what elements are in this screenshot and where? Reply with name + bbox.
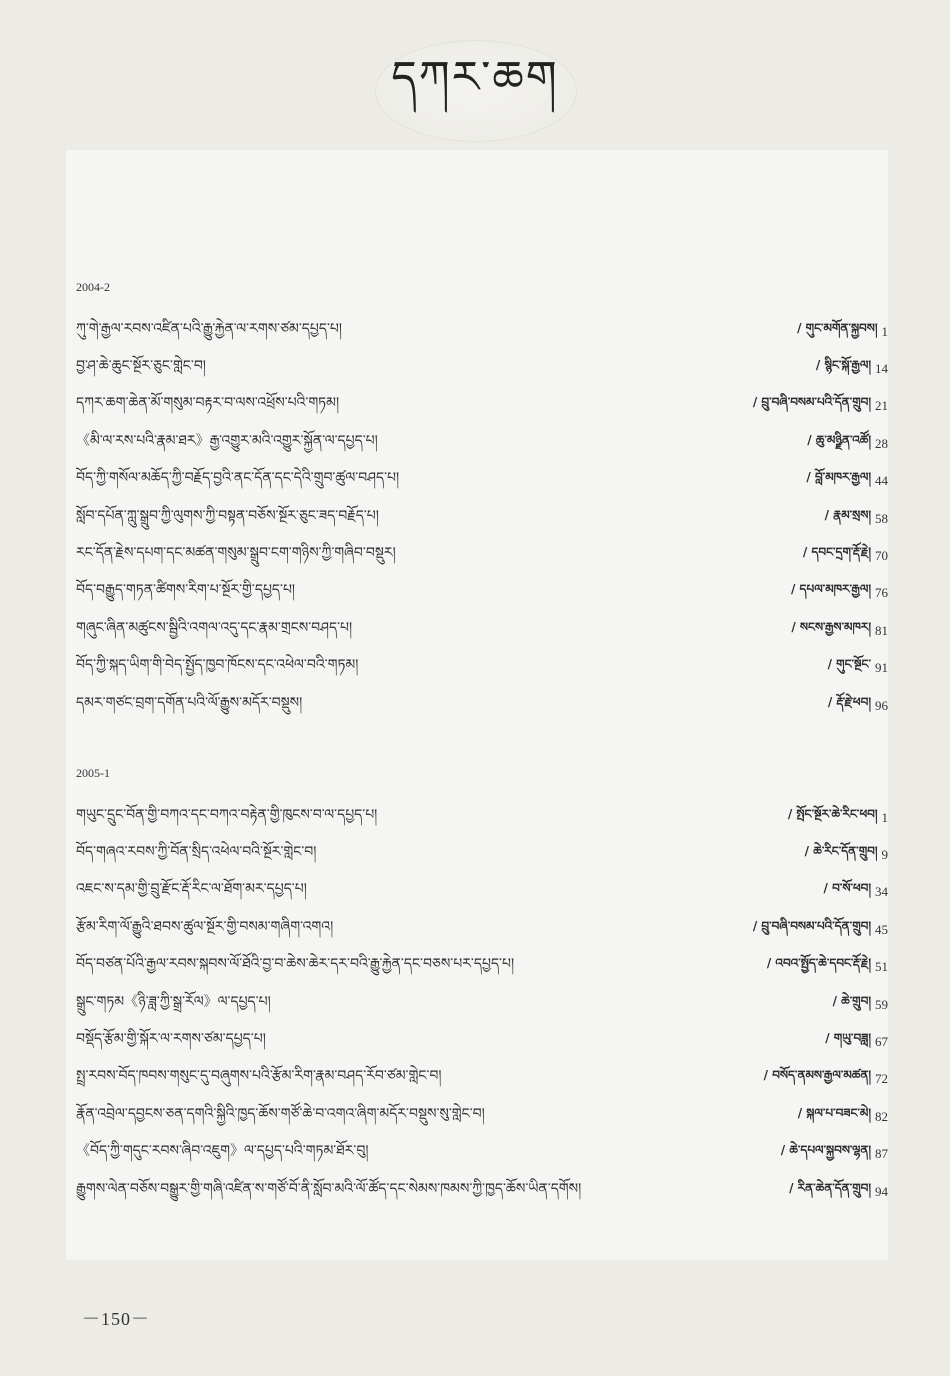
toc-entry bbox=[76, 687, 888, 724]
entry-title: 《བོད་ཀྱི་གདུང་རབས་ཞིབ་འཇུག》ལ་དཔྱད་པའི་གཏམ་ཐོར་བུ། bbox=[76, 1143, 369, 1160]
section-label: 2004-2 bbox=[76, 280, 110, 294]
entry-page-number: 82 bbox=[875, 1108, 888, 1124]
entry-page-number: 1 bbox=[881, 809, 888, 825]
toc-entry bbox=[76, 836, 888, 873]
toc-entry bbox=[76, 537, 888, 574]
entry-title: རྣོན་འབྲེལ་དབྱངས་ཅན་དགའི་སྐྱིའི་ཁྱད་ཆོས་གཙོ་ཆེ་བ་འགའ་ཞིག་མདོར་བསྡུས་སུ་གླེང་བ། bbox=[76, 1105, 485, 1122]
entry-title: བོད་ཀྱི་གསོལ་མཆོད་ཀྱི་བརྗོད་བྱའི་ནང་དོན་དང་དེའི་གྲུབ་ཚུལ་བཤད་པ། bbox=[76, 470, 400, 487]
entry-author: / སྐལ་པ་བཟང་མེ། bbox=[797, 1105, 871, 1120]
toc-entry bbox=[76, 1061, 888, 1098]
entry-meta bbox=[789, 1175, 888, 1209]
entry-title: སློབ་དཔོན་ཀླུ་སྒྲུབ་ཀྱི་ལུགས་ཀྱི་བསྟན་བཅོས་སྔོར་ཅུང་ཟད་བརྗོད་པ། bbox=[76, 507, 379, 524]
entry-meta bbox=[788, 801, 888, 835]
entry-author: / ཆེ་དཔལ་སྐྱབས་ལྷན། bbox=[780, 1143, 871, 1158]
entry-meta bbox=[764, 1062, 888, 1096]
entry-meta bbox=[753, 913, 888, 947]
toc-entry bbox=[76, 1173, 888, 1210]
entry-title: བོད་གཞའ་རབས་ཀྱི་བོན་སྲིད་འཕེལ་བའི་སྔོར་གླེང་བ། bbox=[76, 844, 317, 861]
toc-entry bbox=[76, 1098, 888, 1135]
section-2004-2 bbox=[76, 277, 888, 724]
entry-page-number: 94 bbox=[875, 1183, 888, 1199]
entry-meta bbox=[833, 988, 888, 1022]
entry-title: སྤྲ་རབས་བོད་ཁབས་གསུང་དུ་བཞུགས་པའི་རྩོམ་རིག་རྣམ་བཤད་རོབ་ཙམ་གླེང་བ། bbox=[76, 1068, 442, 1085]
entry-meta bbox=[753, 389, 888, 423]
page-number: －150－ bbox=[82, 1309, 150, 1329]
entry-page-number: 81 bbox=[875, 622, 888, 638]
toc-entry bbox=[76, 650, 888, 687]
entry-meta bbox=[824, 875, 888, 909]
entry-page-number: 51 bbox=[875, 959, 888, 975]
entry-page-number: 14 bbox=[875, 361, 888, 377]
entry-author: / བྲུ་བཞི་བསམ་པའི་དོན་གྲུབ། bbox=[752, 395, 871, 410]
entry-author: / གུང་མགོན་སྐྱབས། bbox=[797, 320, 878, 335]
entry-title: དཀར་ཆག་ཆེན་མོ་གསུམ་བརྟར་བ་ལས་འཕྲོས་པའི་གཏམ། bbox=[76, 395, 340, 412]
entry-meta bbox=[807, 427, 888, 461]
entry-author: / དབང་དྲག་རྡོ་རྗེ། bbox=[802, 545, 871, 560]
entry-page-number: 1 bbox=[881, 323, 888, 339]
entry-meta bbox=[806, 464, 888, 498]
entry-meta bbox=[791, 576, 888, 610]
entry-author: / བསོད་ནམས་རྒྱལ་མཚན། bbox=[763, 1068, 871, 1083]
entry-meta bbox=[797, 315, 888, 349]
entry-title: དམར་གཙང་བྲག་དགོན་པའི་ལོ་རྒྱུས་མདོར་བསྡུས། bbox=[76, 694, 303, 711]
toc-entry bbox=[76, 388, 888, 425]
title-area bbox=[0, 40, 950, 140]
toc-entry bbox=[76, 799, 888, 836]
entry-title: 《མི་ལ་རས་པའི་རྣམ་ཐར》རྒྱ་འགྱུར་མའི་འགྱུར་སྐྱོན་ལ་དཔྱད་པ། bbox=[76, 432, 378, 449]
toc-entry bbox=[76, 1136, 888, 1173]
entry-meta bbox=[803, 539, 888, 573]
section-label: 2005-1 bbox=[76, 766, 110, 780]
entry-meta bbox=[828, 651, 888, 685]
entry-title: བོད་བརྒྱུད་གཏན་ཚིགས་རིག་པ་སྔོར་གྱི་དཔྱད་པ། bbox=[76, 582, 296, 599]
entry-author: / ཆུ་མཉྫིན་འཚོ། bbox=[807, 432, 871, 447]
toc-entry bbox=[76, 350, 888, 387]
toc-entry bbox=[76, 612, 888, 649]
entry-page-number: 70 bbox=[875, 548, 888, 564]
toc-entry bbox=[76, 949, 888, 986]
entry-meta bbox=[805, 838, 888, 872]
entry-meta bbox=[781, 1137, 888, 1171]
entry-title: གཡུང་དྲུང་བོན་གྱི་བཀའ་དང་བཀའ་བརྟེན་གྱི་ཁུངས་བ་ལ་དཔྱད་པ། bbox=[76, 806, 378, 823]
entry-author: / རྣམ་སྲས། bbox=[824, 507, 871, 522]
entry-title: འཇང་ས་དམ་གྱི་བྲུ་རྫོང་རྡོ་རིང་ལ་ཐོག་མར་དཔྱད་པ། bbox=[76, 881, 307, 898]
toc-entry bbox=[76, 463, 888, 500]
toc-entry bbox=[76, 500, 888, 537]
entry-title: རང་དོན་རྗེས་དཔག་དང་མཚན་གསུམ་སྒྲུབ་ངག་གཉིས་ཀྱི་གཞིབ་བསྡུར། bbox=[76, 545, 396, 562]
entry-page-number: 45 bbox=[875, 921, 888, 937]
toc-entry bbox=[76, 986, 888, 1023]
entry-meta bbox=[816, 352, 888, 386]
entry-page-number: 87 bbox=[875, 1146, 888, 1162]
entry-title: རྩོམ་རིག་ལོ་རྒྱུའི་ཐབས་ཚུལ་སྔོར་གྱི་བསམ་གཞིག་འགའ། bbox=[76, 918, 334, 935]
entry-page-number: 9 bbox=[881, 847, 888, 863]
page-title: དཀར་ཆག bbox=[391, 52, 559, 103]
toc-entry bbox=[76, 874, 888, 911]
entry-title: སྒྲུང་གཏམ《ཉི་ཟླ་ཀྱི་སྒྲ་རོལ》ལ་དཔྱད་པ། bbox=[76, 993, 271, 1010]
entry-meta bbox=[791, 614, 888, 648]
entry-meta bbox=[825, 1025, 888, 1059]
section-2005-1 bbox=[76, 763, 888, 1210]
entry-author: / བློ་མཁར་རྒྱལ། bbox=[806, 470, 871, 485]
entry-meta bbox=[798, 1100, 888, 1134]
entry-page-number: 96 bbox=[875, 697, 888, 713]
entry-title: ཀུ་གེ་རྒྱལ་རབས་འཛིན་པའི་རྒྱུ་རྐྱེན་ལ་རགས་ཙམ་དཔྱད་པ། bbox=[76, 320, 342, 337]
entry-meta bbox=[825, 502, 888, 536]
entry-page-number: 34 bbox=[875, 884, 888, 900]
entry-author: / སངས་རྒྱས་མཁར། bbox=[791, 619, 871, 634]
entry-title: བྱ་ཤ་ཆེ་ཆུང་སྔོར་ཅུང་གླེང་བ། bbox=[76, 358, 206, 375]
toc-entry bbox=[76, 575, 888, 612]
entry-author: / གུང་སྔོང་ bbox=[827, 657, 871, 672]
entry-list bbox=[76, 799, 888, 1210]
entry-author: / ཆེ་གྲུབ། bbox=[832, 993, 871, 1008]
entry-page-number: 58 bbox=[875, 510, 888, 526]
entry-author: / རྡོ་རྗེ་ཕབ། bbox=[827, 694, 871, 709]
entry-page-number: 28 bbox=[875, 435, 888, 451]
entry-author: / དཔལ་མཁར་རྒྱལ། bbox=[791, 582, 871, 597]
entry-title: བོད་བཙན་པོའི་རྒྱལ་རབས་སྐབས་ལོ་ཐོའི་བྱ་བ་ཆེས་ཆེར་དར་བའི་རྒྱུ་རྐྱེན་དང་བཅས་པར་དཔྱད་པ། bbox=[76, 956, 515, 973]
entry-page-number: 21 bbox=[875, 398, 888, 414]
entry-author: / སྙིང་སྐོ་རྒྱལ། bbox=[815, 358, 871, 373]
entry-title: བསྡོད་རྩོམ་གྱི་སྐོར་ལ་རགས་ཙམ་དཔྱད་པ། bbox=[76, 1031, 266, 1048]
entry-page-number: 67 bbox=[875, 1034, 888, 1050]
entry-meta bbox=[767, 950, 888, 984]
entry-page-number: 76 bbox=[875, 585, 888, 601]
entry-list bbox=[76, 313, 888, 724]
entry-page-number: 59 bbox=[875, 996, 888, 1012]
entry-author: / བྲུ་བཞི་བསམ་པའི་དོན་གྲུབ། bbox=[752, 918, 871, 933]
entry-author: / གཡུ་བཟླ། bbox=[825, 1031, 871, 1046]
toc-entry bbox=[76, 313, 888, 350]
entry-author: / བ་སོ་ཕབ། bbox=[823, 881, 871, 896]
entry-meta bbox=[828, 689, 888, 723]
entry-page-number: 91 bbox=[875, 660, 888, 676]
entry-title: རྒྱུགས་ལེན་བཅོས་བསྒྱུར་གྱི་གཞི་འཛིན་ས་གཙོ་བོ་ནི་སློབ་མའི་ལོ་ཚོད་དང་སེམས་ཁམས་ཀྱི་ཁྱད་ཆོས་ཡིན་དགོས། bbox=[76, 1180, 582, 1197]
toc-entry bbox=[76, 425, 888, 462]
entry-author: / སྤོང་སྔོར་ཆེ་རིང་ཕབ། bbox=[787, 806, 878, 821]
toc-entry bbox=[76, 1023, 888, 1060]
entry-author: / རིན་ཆེན་དོན་གྲུབ། bbox=[789, 1180, 871, 1195]
entry-page-number: 44 bbox=[875, 473, 888, 489]
entry-author: / ཆེ་རིང་དོན་གྲུབ། bbox=[804, 844, 878, 859]
entry-page-number: 72 bbox=[875, 1071, 888, 1087]
entry-title: བོད་ཀྱི་སྐད་ཡིག་གི་བེད་སྤྱོད་ཁྱབ་ཁོངས་དང་འཕེལ་བའི་གཏམ། bbox=[76, 657, 359, 674]
entry-author: / འབའ་སྤྱོད་ཆེ་དབང་རྡོ་རྗེ། bbox=[766, 956, 871, 971]
entry-title: གཞུང་ཞིན་མཚུངས་སྦྱིའི་འགལ་འདུ་དང་རྣམ་གྲངས་བཤད་པ། bbox=[76, 619, 353, 636]
toc-entry bbox=[76, 911, 888, 948]
